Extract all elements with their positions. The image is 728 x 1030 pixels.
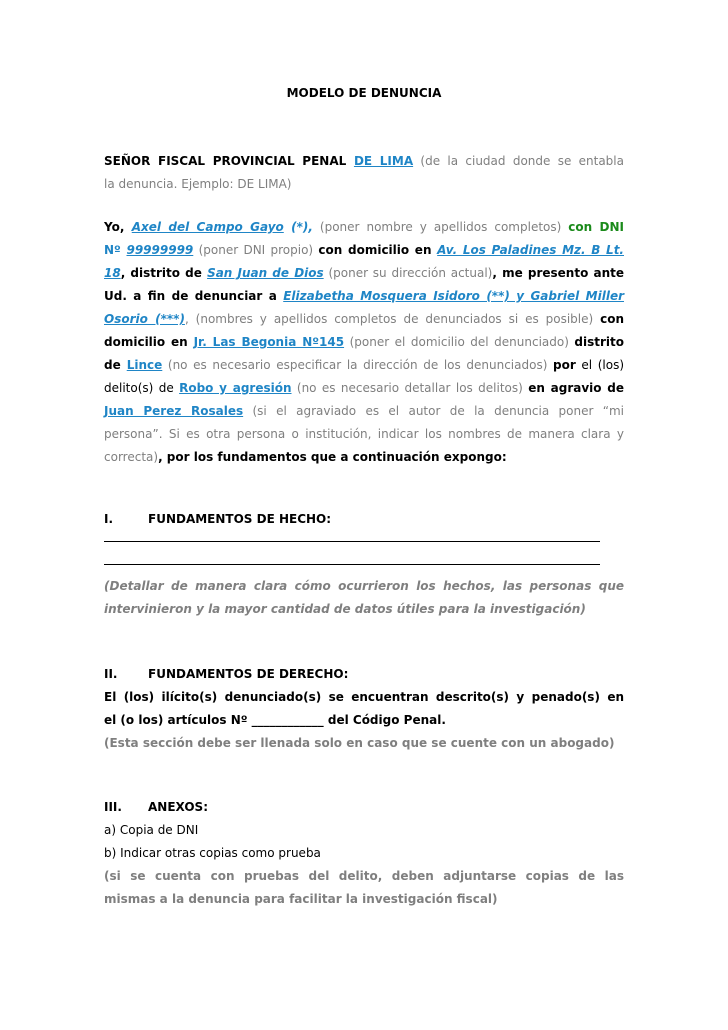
annex-item: a) Copia de DNI <box>104 823 199 837</box>
body-line: delito(s) de Robo y agresión (no es necesario detallar los delitos) en agravio de <box>104 381 624 395</box>
section-heading-anexos: III. ANEXOS: <box>104 800 208 814</box>
addressee-city: DE LIMA <box>353 154 414 168</box>
crime-name: Robo y agresión <box>179 381 292 395</box>
body-line: Nº 99999999 (poner DNI propio) con domicilio en Av. Los Paladines Mz. B Lt. <box>104 243 624 257</box>
complainant-address: Av. Los Paladines Mz. B Lt. <box>437 243 624 257</box>
accused-address: Jr. Las Begonia Nº145 <box>193 335 345 349</box>
section-note: mismas a la denuncia para facilitar la investigación fiscal) <box>104 892 498 906</box>
section-heading-derecho: II. FUNDAMENTOS DE DERECHO: <box>104 667 349 681</box>
body-line: Osorio (***), (nombres y apellidos completos de denunciados si es posible) con <box>104 312 624 326</box>
blank-line <box>104 564 600 565</box>
blank-line <box>104 541 600 542</box>
body-line: Ud. a fin de denunciar a Elizabetha Mosquera Isidoro (**) y Gabriel Miller <box>104 289 624 303</box>
addressee-hint-line2: la denuncia. Ejemplo: DE LIMA) <box>104 177 292 191</box>
body-line: correcta), por los fundamentos que a continuación expongo: <box>104 450 507 464</box>
section-note: (Esta sección debe ser llenada solo en caso que se cuente con un abogado) <box>104 736 615 750</box>
body-line: persona”. Si es otra persona o institución, indicar los nombres de manera clara y <box>104 427 624 441</box>
annex-item: b) Indicar otras copias como prueba <box>104 846 321 860</box>
section-note: intervinieron y la mayor cantidad de datos útiles para la investigación) <box>104 602 586 616</box>
complainant-district: San Juan de Dios <box>207 266 324 280</box>
section-note: (si se cuenta con pruebas del delito, deben adjuntarse copias de las <box>104 869 624 883</box>
section-note: (Detallar de manera clara cómo ocurrieron los hechos, las personas que <box>104 579 624 593</box>
body-line: Juan Perez Rosales (si el agraviado es el autor de la denuncia poner “mi <box>104 404 624 418</box>
section-heading-hecho: I. FUNDAMENTOS DE HECHO: <box>104 512 332 526</box>
body-line: 18, distrito de San Juan de Dios (poner su dirección actual), me presento ante <box>104 266 624 280</box>
section-text: El (los) ilícito(s) denunciado(s) se encuentran descrito(s) y penado(s) en <box>104 690 624 704</box>
body-line: de Lince (no es necesario especificar la dirección de los denunciados) por el (los) <box>104 358 625 372</box>
complainant-dni: 99999999 <box>126 243 194 257</box>
addressee-hint: (de la ciudad donde se entabla <box>413 154 624 168</box>
page-title: MODELO DE DENUNCIA <box>286 86 442 100</box>
body-line: domicilio en Jr. Las Begonia Nº145 (poner el domicilio del denunciado) distrito <box>104 335 624 349</box>
addressee-label: SEÑOR FISCAL PROVINCIAL PENAL <box>104 154 354 168</box>
addressee-line <box>104 150 624 173</box>
complainant-name: Axel del Campo Gayo <box>131 220 284 234</box>
accused-district: Lince <box>126 358 163 372</box>
victim-name: Juan Perez Rosales <box>104 404 244 418</box>
accused-names: Elizabetha Mosquera Isidoro (**) y Gabriel Miller <box>283 289 624 303</box>
section-text: el (o los) artículos Nº ____________ del Código Penal. <box>104 713 446 727</box>
body-line: Yo, Axel del Campo Gayo (*), (poner nombre y apellidos completos) con DNI <box>104 220 625 234</box>
